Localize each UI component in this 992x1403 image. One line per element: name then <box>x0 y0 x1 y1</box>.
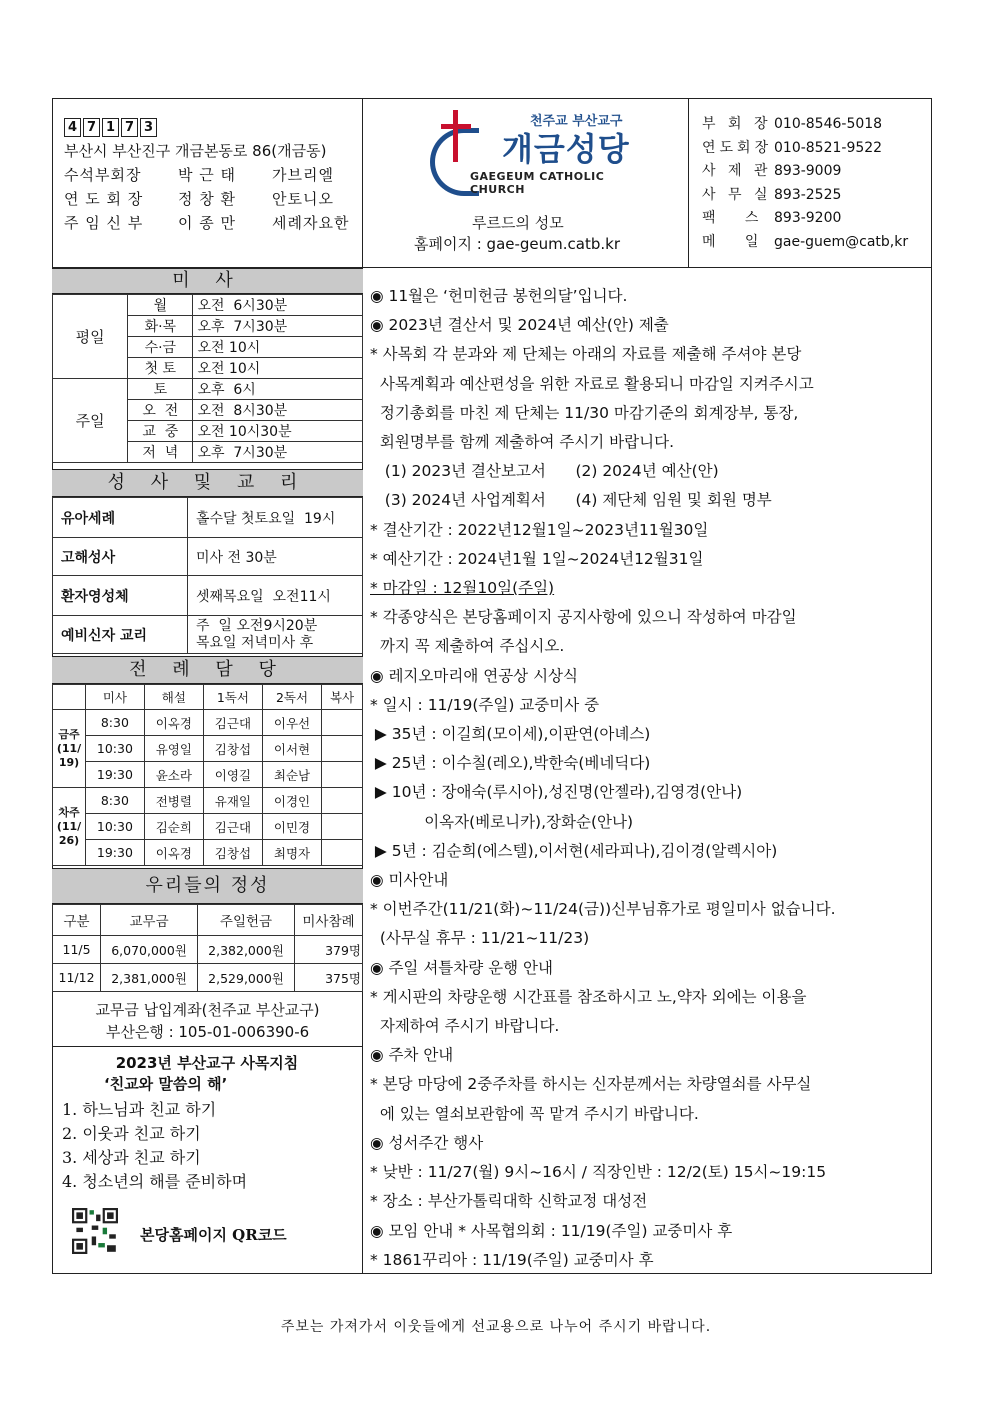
liturgy-row <box>53 814 363 840</box>
sacrament-name: 예비신자 교리 <box>53 616 188 654</box>
notice-heading: ◉ 주차 안내 <box>370 1046 454 1065</box>
mass-time: 오후 6시 <box>193 379 363 400</box>
contact-value: gae-guem@catb,kr <box>774 233 909 250</box>
offering-row <box>53 936 363 964</box>
liturgy-row <box>53 840 363 866</box>
mass-group-label: 주일 <box>53 379 128 463</box>
person-name: 이 종 만 <box>178 214 237 232</box>
liturgy-cell: 유재일 <box>203 788 262 814</box>
offering-cell: 2,529,000원 <box>198 964 295 992</box>
liturgy-row <box>53 736 363 762</box>
contact-list <box>702 113 908 254</box>
notices <box>370 282 925 1275</box>
sacraments-title: 성 사 및 교 리 <box>52 469 363 497</box>
sacrament-name: 고해성사 <box>53 538 188 576</box>
guide-title: 2023년 부산교구 사목지침 <box>115 1054 299 1072</box>
liturgy-cell: 김근대 <box>203 710 262 736</box>
liturgy-header: 1독서 <box>203 685 262 710</box>
liturgy-cell: 김근대 <box>203 814 262 840</box>
liturgy-header: 2독서 <box>262 685 321 710</box>
notice-line: ▶ 10년 : 장애숙(루시아),성진명(안젤라),김영경(안나) <box>370 783 743 802</box>
liturgy-cell: 이옥경 <box>144 840 203 866</box>
offering-header: 미사참례 <box>294 905 362 936</box>
notice-line: (3) 2024년 사업계획서 (4) 제단체 임원 및 회원 명부 <box>370 491 772 510</box>
notice-line: 까지 꼭 제출하여 주십시오. <box>370 637 565 656</box>
liturgy-cell: 윤소라 <box>144 762 203 788</box>
account-number: 부산은행 : 105-01-006390-6 <box>105 1023 310 1041</box>
contact-row <box>702 160 908 184</box>
notice-line: * 일시 : 11/19(주일) 교중미사 중 <box>370 695 600 714</box>
offering-cell: 11/12 <box>53 964 101 992</box>
notice-line: * 1861꾸리아 : 11/19(주일) 교중미사 후 <box>370 1250 654 1269</box>
mass-row <box>53 295 363 316</box>
person-baptism: 가브리엘 <box>272 166 334 184</box>
mass-time: 오전 8시30분 <box>193 400 363 421</box>
notice-line: * 예산기간 : 2024년1월 1일~2024년12월31일 <box>370 549 704 568</box>
notice-line: 정기총회를 마친 제 단체는 11/30 마감기준의 회계장부, 통장, <box>370 403 799 422</box>
notice-line: ▶ 35년 : 이길희(모이세),이판연(아녜스) <box>370 725 651 744</box>
sacraments-table <box>52 497 363 654</box>
zip-digit: 7 <box>83 118 100 137</box>
notice-line: 자제하여 주시기 바랍니다. <box>370 1017 560 1036</box>
contact-row <box>702 137 908 161</box>
address: 부산시 부산진구 개금본동로 86(개금동) <box>64 142 327 160</box>
liturgy-cell: 10:30 <box>86 736 145 762</box>
sacrament-value <box>188 616 363 654</box>
person-name: 박 근 태 <box>178 166 237 184</box>
liturgy-cell <box>322 840 363 866</box>
mass-day: 첫 토 <box>128 358 193 379</box>
contact-key: 부 회 장 <box>702 116 772 132</box>
sacrament-row <box>53 616 363 654</box>
pastoral-guide <box>62 1052 352 1194</box>
mass-time: 오전 10시 <box>193 337 363 358</box>
liturgy-cell: 19:30 <box>86 840 145 866</box>
liturgy-cell: 19:30 <box>86 762 145 788</box>
liturgy-week-label: 차주(11/26) <box>53 788 86 866</box>
sacrament-row <box>53 576 363 616</box>
sacrament-name: 환자영성체 <box>53 576 188 616</box>
person-baptism: 세례자요한 <box>272 214 350 232</box>
liturgy-cell: 김순희 <box>144 814 203 840</box>
header-divider <box>688 98 689 268</box>
liturgy-week-label: 금주(11/19) <box>53 710 86 788</box>
mass-time: 오전 10시30분 <box>193 421 363 442</box>
contact-row <box>702 207 908 231</box>
sacrament-row <box>53 538 363 576</box>
qr-label: 본당홈페이지 QR코드 <box>140 1226 287 1244</box>
offering-cell: 375명 <box>294 964 362 992</box>
mass-time: 오후 7시30분 <box>193 316 363 337</box>
liturgy-cell <box>322 710 363 736</box>
notice-heading: ◉ 성서주간 행사 <box>370 1133 484 1152</box>
notice-line: 이옥자(베로니카),장화순(안나) <box>370 812 633 831</box>
mass-title: 미 사 <box>52 268 363 294</box>
liturgy-cell: 8:30 <box>86 710 145 736</box>
cross-icon <box>453 110 458 162</box>
mass-day: 화·목 <box>128 316 193 337</box>
offering-row <box>53 964 363 992</box>
church-logo <box>410 110 650 220</box>
zip-digit: 3 <box>140 118 157 137</box>
sacrament-value-line: 미사 전 30분 <box>196 549 277 566</box>
sacrament-value-line: 주 일 오전9시20분 <box>196 617 318 634</box>
person-row <box>64 187 354 211</box>
liturgy-cell: 이우선 <box>262 710 321 736</box>
liturgy-cell <box>322 788 363 814</box>
notice-heading: ◉ 2023년 결산서 및 2024년 예산(안) 제출 <box>370 316 669 335</box>
guide-item: 3. 세상과 친교 하기 <box>62 1148 201 1167</box>
liturgy-cell: 김창섭 <box>203 840 262 866</box>
liturgy-cell: 이서현 <box>262 736 321 762</box>
sacrament-name: 유아세례 <box>53 498 188 538</box>
contact-value: 010-8521-9522 <box>774 139 883 156</box>
liturgy-header: 해설 <box>144 685 203 710</box>
liturgy-cell: 이민경 <box>262 814 321 840</box>
offering-header: 구분 <box>53 905 101 936</box>
person-row <box>64 211 354 235</box>
liturgy-header-blank <box>53 685 86 710</box>
notice-line: * 본당 마당에 2중주차를 하시는 신자분께서는 차량열쇠를 사무실 <box>370 1075 812 1094</box>
mass-day: 오 전 <box>128 400 193 421</box>
guide-item: 2. 이웃과 친교 하기 <box>62 1124 201 1143</box>
sacrament-value-line: 목요일 저녁미사 후 <box>196 634 314 651</box>
notice-heading: ◉ 모임 안내 * 사목협의회 : 11/19(주일) 교중미사 후 <box>370 1221 733 1240</box>
notice-line: 에 있는 열쇠보관함에 꼭 맡겨 주시기 바랍니다. <box>370 1104 699 1123</box>
contact-key: 사 제 관 <box>702 163 772 179</box>
zip-code <box>64 118 354 137</box>
offering-cell: 6,070,000원 <box>101 936 198 964</box>
notice-line: * 이번주간(11/21(화)~11/24(금))신부님휴가로 평일미사 없습니다. <box>370 900 836 919</box>
liturgy-header: 미사 <box>86 685 145 710</box>
guide-item: 4. 청소년의 해를 준비하며 <box>62 1172 248 1191</box>
sacrament-value <box>188 498 363 538</box>
header-address-block <box>64 118 354 235</box>
zip-digit: 4 <box>64 118 81 137</box>
contact-row <box>702 113 908 137</box>
liturgy-cell: 최명자 <box>262 840 321 866</box>
sacrament-value <box>188 576 363 616</box>
mass-table <box>52 294 363 463</box>
offering-table <box>52 904 363 992</box>
liturgy-row <box>53 710 363 736</box>
offering-header: 주일헌금 <box>198 905 295 936</box>
notice-heading: ◉ 주일 셔틀차량 운행 안내 <box>370 958 553 977</box>
liturgy-title: 전 례 담 당 <box>52 656 363 684</box>
notice-line: (1) 2023년 결산보고서 (2) 2024년 예산(안) <box>370 462 719 481</box>
sacrament-value-line: 홀수달 첫토요일 19시 <box>196 510 336 527</box>
liturgy-cell: 이영길 <box>203 762 262 788</box>
contact-key: 팩 스 <box>702 210 763 226</box>
person-name: 정 창 환 <box>178 190 237 208</box>
contact-row <box>702 231 908 255</box>
liturgy-cell: 8:30 <box>86 788 145 814</box>
mass-day: 월 <box>128 295 193 316</box>
mass-day: 토 <box>128 379 193 400</box>
offering-cell: 379명 <box>294 936 362 964</box>
contact-key: 연도회장 <box>702 139 773 156</box>
guide-items <box>62 1098 352 1194</box>
liturgy-row <box>53 788 363 814</box>
mass-row <box>53 379 363 400</box>
notice-heading: ◉ 미사안내 <box>370 871 449 890</box>
liturgy-cell <box>322 762 363 788</box>
notice-line: * 게시판의 차량운행 시간표를 참조하시고 노,약자 외에는 이용을 <box>370 987 807 1006</box>
logo-name: 개금성당 <box>502 130 630 168</box>
contact-value: 893-9009 <box>774 163 842 179</box>
notice-line: 회원명부를 함께 제출하여 주시기 바랍니다. <box>370 433 675 452</box>
homepage-link[interactable]: 홈페이지 : gae-geum.catb.kr <box>414 235 621 253</box>
contact-value: 893-9200 <box>774 210 842 226</box>
liturgy-cell <box>322 736 363 762</box>
notice-heading: ◉ 레지오마리애 연공상 시상식 <box>370 666 578 685</box>
guide-subtitle: ‘친교와 말씀의 해’ <box>104 1075 228 1093</box>
liturgy-header: 복사 <box>322 685 363 710</box>
person-role: 수석부회장 <box>64 166 142 184</box>
contact-value: 010-8546-5018 <box>774 116 883 132</box>
account-box <box>52 999 363 1043</box>
footer-note: 주보는 가져가서 이웃들에게 선교용으로 나누어 주시기 바랍니다. <box>280 1319 712 1335</box>
notice-heading: ◉ 11월은 ‘헌미헌금 봉헌의달’입니다. <box>370 287 628 305</box>
sacrament-value-line: 셋째목요일 오전11시 <box>196 588 331 605</box>
mass-day: 수·금 <box>128 337 193 358</box>
notice-line: (사무실 휴무 : 11/21~11/23) <box>370 929 590 948</box>
contact-row <box>702 184 908 208</box>
zip-digit: 1 <box>102 118 119 137</box>
guide-item: 1. 하느님과 친교 하기 <box>62 1100 217 1119</box>
account-title: 교무금 납입계좌(천주교 부산교구) <box>95 1001 320 1019</box>
notice-line: * 장소 : 부산가톨릭대학 신학교정 대성전 <box>370 1192 648 1211</box>
liturgy-cell: 유영일 <box>144 736 203 762</box>
liturgy-cell: 최순남 <box>262 762 321 788</box>
cross-bar <box>441 124 471 129</box>
offering-cell: 2,382,000원 <box>198 936 295 964</box>
person-role: 연 도 회 장 <box>64 190 144 208</box>
liturgy-cell: 이경인 <box>262 788 321 814</box>
liturgy-cell: 이옥경 <box>144 710 203 736</box>
liturgy-cell <box>322 814 363 840</box>
contact-key: 사 무 실 <box>702 186 772 203</box>
mass-time: 오전 10시 <box>193 358 363 379</box>
notice-line: ▶ 25년 : 이수칠(레오),박한숙(베네딕다) <box>370 754 651 773</box>
mass-day: 저 녁 <box>128 442 193 463</box>
notice-line: * 낮반 : 11/27(월) 9시~16시 / 직장인반 : 12/2(토) 15시~19:15 <box>370 1163 827 1182</box>
lourdes-title: 루르드의 성모 <box>472 214 564 232</box>
liturgy-cell: 전병렬 <box>144 788 203 814</box>
contact-value: 893-2525 <box>774 186 842 203</box>
logo-subtitle: 천주교 부산교구 <box>530 114 623 129</box>
liturgy-cell: 김창섭 <box>203 736 262 762</box>
notice-line: * 마감일 : 12월10일(주일) <box>370 579 555 598</box>
offering-header: 교무금 <box>101 905 198 936</box>
guide-top-line <box>52 1046 363 1047</box>
logo-english: GAEGEUM CATHOLIC CHURCH <box>470 170 605 196</box>
qr-code-icon[interactable] <box>72 1208 118 1254</box>
person-role: 주 임 신 부 <box>64 214 144 232</box>
notice-line: 사목계획과 예산편성을 위한 자료로 활용되니 마감일 지켜주시고 <box>370 374 814 393</box>
mass-time: 오후 7시30분 <box>193 442 363 463</box>
sacrament-row <box>53 498 363 538</box>
liturgy-table <box>52 684 363 866</box>
mass-time: 오전 6시30분 <box>193 295 363 316</box>
offering-title: 우리들의 정성 <box>52 868 363 904</box>
notice-line: * 각종양식은 본당홈페이지 공지사항에 있으니 작성하여 마감일 <box>370 608 797 627</box>
offering-cell: 2,381,000원 <box>101 964 198 992</box>
person-row <box>64 163 354 187</box>
notice-line: * 결산기간 : 2022년12월1일~2023년11월30일 <box>370 520 709 539</box>
liturgy-row <box>53 762 363 788</box>
notice-line: ▶ 5년 : 김순희(에스텔),이서현(세라피나),김이경(알렉시아) <box>370 841 778 860</box>
notice-line: * 사목회 각 분과와 제 단체는 아래의 자료를 제출해 주셔야 본당 <box>370 345 802 364</box>
sacrament-value <box>188 538 363 576</box>
mass-day: 교 중 <box>128 421 193 442</box>
offering-cell: 11/5 <box>53 936 101 964</box>
person-baptism: 안토니오 <box>272 190 334 208</box>
mass-group-label: 평일 <box>53 295 128 379</box>
people-list <box>64 163 354 235</box>
zip-digit: 7 <box>121 118 138 137</box>
liturgy-cell: 10:30 <box>86 814 145 840</box>
contact-key: 메 일 <box>702 233 763 250</box>
